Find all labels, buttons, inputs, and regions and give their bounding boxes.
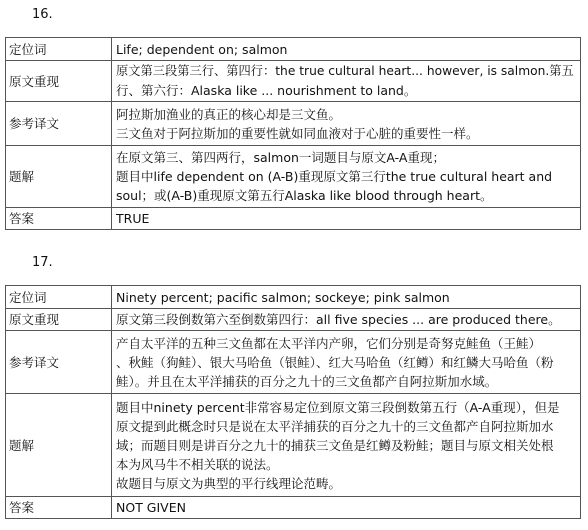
content-line: 题目中ninety percent非常容易定位到原文第三段倒数第五行（A-A重现），但是	[116, 399, 560, 415]
table-row-answer	[6, 497, 581, 519]
content-line: Ninety percent; pacific salmon; sockeye; pink salmon	[116, 289, 450, 305]
row-label: 答案	[6, 497, 112, 519]
content-line: 、秋鲑（狗鲑）、银大马哈鱼（银鲑）、红大马哈鱼（红鳟）和红鳞大马哈鱼（粉	[116, 354, 554, 370]
row-content	[112, 146, 581, 208]
content-line: 产自太平洋的五种三文鱼都在太平洋内产卵，它们分别是奇努克鲑鱼（王鲑）	[116, 335, 542, 351]
content-line: 本为风马牛不相关联的说法。	[116, 456, 279, 472]
content-line: 鲑）。并且在太平洋捕获的百分之九十的三文鱼都产自阿拉斯加水域。	[116, 373, 498, 389]
content-line: 故题目与原文为典型的平行线理论范畴。	[116, 475, 342, 491]
table-row-explanation	[6, 394, 581, 497]
content-line: 原文第三段第三行、第四行：the true cultural heart... however, is salmon.第五	[116, 64, 574, 78]
table-row-original-text	[6, 61, 581, 102]
content-line: 阿拉斯加渔业的真正的核心却是三文鱼。	[116, 106, 342, 122]
row-content	[112, 286, 581, 309]
content-line: 在原文第三、第四两行，salmon一词题目与原文A-A重现；	[116, 150, 445, 165]
question-number: 16.	[32, 7, 53, 22]
table-row-translation	[6, 331, 581, 394]
answer-value: TRUE	[116, 211, 150, 226]
question-number: 17.	[32, 255, 53, 270]
content-line: 三文鱼对于阿拉斯加的重要性就如同血液对于心脏的重要性一样。	[116, 125, 479, 141]
row-content	[112, 102, 581, 146]
row-label: 定位词	[6, 38, 112, 61]
row-content	[112, 394, 581, 497]
row-label: 参考译文	[6, 331, 112, 394]
row-label: 题解	[6, 394, 112, 497]
row-label: 原文重现	[6, 309, 112, 331]
content-line: 域；而题目则是讲百分之九十的捕获三文鱼是红鳟及粉鲑；题目与原文相关处根	[116, 437, 554, 453]
row-content	[112, 331, 581, 394]
content-line: soul；或(A-B)重现原文第五行Alaska like blood through heart。	[116, 188, 493, 203]
row-label: 原文重现	[6, 61, 112, 102]
content-line: 行、第六行：Alaska like ... nourishment to land。	[116, 83, 417, 98]
table-row-translation	[6, 102, 581, 146]
row-label: 定位词	[6, 286, 112, 309]
table-row-original-text	[6, 309, 581, 331]
content-line: 原文提到此概念时只是说在太平洋捕获的百分之九十的三文鱼都产自阿拉斯加水	[116, 418, 554, 434]
table-row-explanation	[6, 146, 581, 208]
table-row-answer	[6, 208, 581, 230]
row-content	[112, 497, 581, 519]
row-content	[112, 38, 581, 61]
row-label: 题解	[6, 146, 112, 208]
row-label: 参考译文	[6, 102, 112, 146]
answer-value: NOT GIVEN	[116, 500, 186, 515]
content-line: 原文第三段倒数第六至倒数第四行：all five species ... are produced there。	[116, 312, 561, 327]
row-content	[112, 309, 581, 331]
table-row-keywords	[6, 286, 581, 309]
content-line: Life; dependent on; salmon	[116, 41, 288, 57]
answer-table-17	[5, 285, 581, 519]
row-content	[112, 61, 581, 102]
answer-table-16	[5, 37, 581, 230]
row-content	[112, 208, 581, 230]
table-row-keywords	[6, 38, 581, 61]
row-label: 答案	[6, 208, 112, 230]
content-line: 题目中life dependent on (A-B)重现原文第三行the true cultural heart and	[116, 169, 553, 184]
